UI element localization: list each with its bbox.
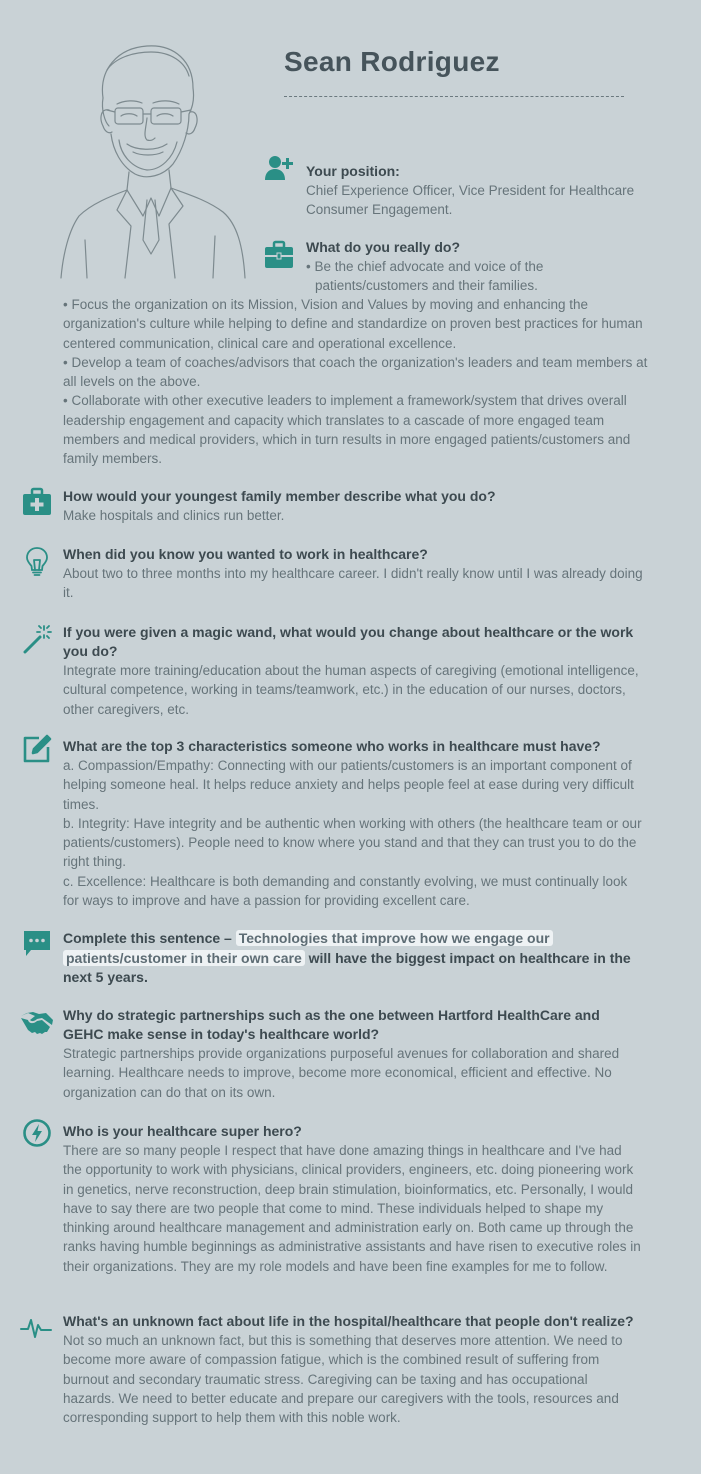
lightning-icon (22, 1118, 52, 1148)
question: When did you know you wanted to work in healthcare? (63, 546, 428, 562)
qa-youngest-family (63, 487, 643, 525)
role-bullet1-line1: • Be the chief advocate and voice of the (306, 259, 544, 274)
answer: About two to three months into my healthcare career. I didn't really know until I was already doing it. (63, 566, 643, 601)
role-section (306, 238, 676, 296)
answer: Integrate more training/education about the human aspects of caregiving (emotional intelligence, cultural competence, working in teams/teamwork, etc.) in the education of our nurses, doctors, other caregivers, etc. (63, 663, 639, 717)
sentence-suffix: will have the biggest impact on healthcare in the next 5 years. (63, 949, 631, 985)
list-item: • Collaborate with other executive leaders to implement a framework/system that drives overall leadership engagement and capacity which translates to a cascade of more engaged team members and medical providers, which in turn results in more engaged patients/customers and family members. (63, 393, 631, 467)
question: What's an unknown fact about life in the hospital/healthcare that people don't realize? (63, 1313, 634, 1329)
portrait-illustration (55, 40, 255, 280)
question: If you were given a magic wand, what would you change about healthcare or the work you do? (63, 624, 634, 659)
sentence-prefix: Complete this sentence – (63, 930, 232, 946)
answer: Make hospitals and clinics run better. (63, 508, 285, 523)
qa-unknown-fact (63, 1312, 643, 1427)
briefcase-icon (264, 240, 294, 270)
question: Who is your healthcare super hero? (63, 1123, 302, 1139)
qa-magic-wand (63, 623, 643, 719)
position-answer-line1: Chief Experience Officer, Vice President for Healthcare (306, 183, 635, 198)
qa-top-characteristics (63, 737, 643, 910)
sentence-highlight: Technologies that improve how we engage our patients/customer in their own care (63, 930, 553, 966)
handshake-icon (20, 1007, 54, 1037)
lightbulb-icon (22, 546, 52, 576)
question: Why do strategic partnerships such as the one between Hartford HealthCare and GEHC make sense in today's healthcare world? (63, 1007, 600, 1042)
answer-item: c. Excellence: Healthcare is both demanding and constantly evolving, we must continually look for ways to improve and have a passion for providing excellent care. (63, 873, 628, 909)
question: What are the top 3 characteristics someone who works in healthcare must have? (63, 738, 601, 754)
qa-knew-healthcare (63, 545, 643, 603)
edit-icon (22, 734, 52, 764)
answer: Strategic partnerships provide organizations purposeful avenues for collaboration and shared learning. Healthcare needs to improve, become more economical, efficient and effective. No organization can do that on its own. (63, 1046, 620, 1100)
qa-strategic-partnerships (63, 1006, 643, 1102)
first-aid-kit-icon (22, 487, 52, 517)
answer: There are so many people I respect that have done amazing things in healthcare and I've had the opportunity to work with physicians, clinical providers, engineers, etc. doing pioneering work in genetics, nerve reconstruction, deep brain stimulation, bioinformatics, etc. Personally, I would have to say there are two people that come to mind. These individuals helped to shape my thinking around healthcare management and administration early on. Both came up through the ranks having humble beginnings as administrative assistants and have risen to executive roles in their organizations. They are my role models and have been fine examples for me to follow. (63, 1143, 641, 1274)
name-divider (284, 96, 624, 97)
answer-item: a. Compassion/Empathy: Connecting with our patients/customers is an important component of helping someone heal. It helps reduce anxiety and helps people feel at ease during very difficult times. (63, 758, 634, 812)
answer-item: b. Integrity: Have integrity and be authentic when working with others (the healthcare team or our patients/customers). People need to know where you stand and that they can trust you to do the right thing. (63, 815, 642, 870)
add-user-icon (264, 152, 294, 182)
complete-sentence (63, 929, 643, 988)
answer: Not so much an unknown fact, but this is something that deserves more attention. We need to become more aware of compassion fatigue, which is the combined result of suffering from burnout and secondary traumatic stress. Caregiving can be taxing and has occupational hazards. We need to better educate and prepare our caregivers with the tools, resources and corresponding support to help them with this noble work. (63, 1333, 623, 1426)
question: How would your youngest family member describe what you do? (63, 488, 496, 504)
qa-super-hero (63, 1122, 643, 1276)
list-item: • Develop a team of coaches/advisors that coach the organization's leaders and team members at all levels on the above. (63, 354, 648, 390)
role-bullet1-line2: patients/customers and their families. (315, 278, 538, 294)
magic-wand-icon (22, 624, 52, 654)
list-item: • Focus the organization on its Mission, Vision and Values by moving and enhancing the organization's culture while helping to define and standardize on proven best practices for human centered communication, clinical care and operational excellence. (63, 297, 643, 351)
position-question: Your position: (306, 163, 400, 179)
position-answer-line2: Consumer Engagement. (306, 202, 453, 218)
role-question: What do you really do? (306, 239, 461, 255)
heartbeat-icon (20, 1313, 52, 1343)
profile-name: Sean Rodriguez (284, 46, 500, 77)
chat-bubble-icon (22, 929, 52, 959)
position-section (306, 162, 676, 220)
role-bullet-list (63, 295, 648, 469)
